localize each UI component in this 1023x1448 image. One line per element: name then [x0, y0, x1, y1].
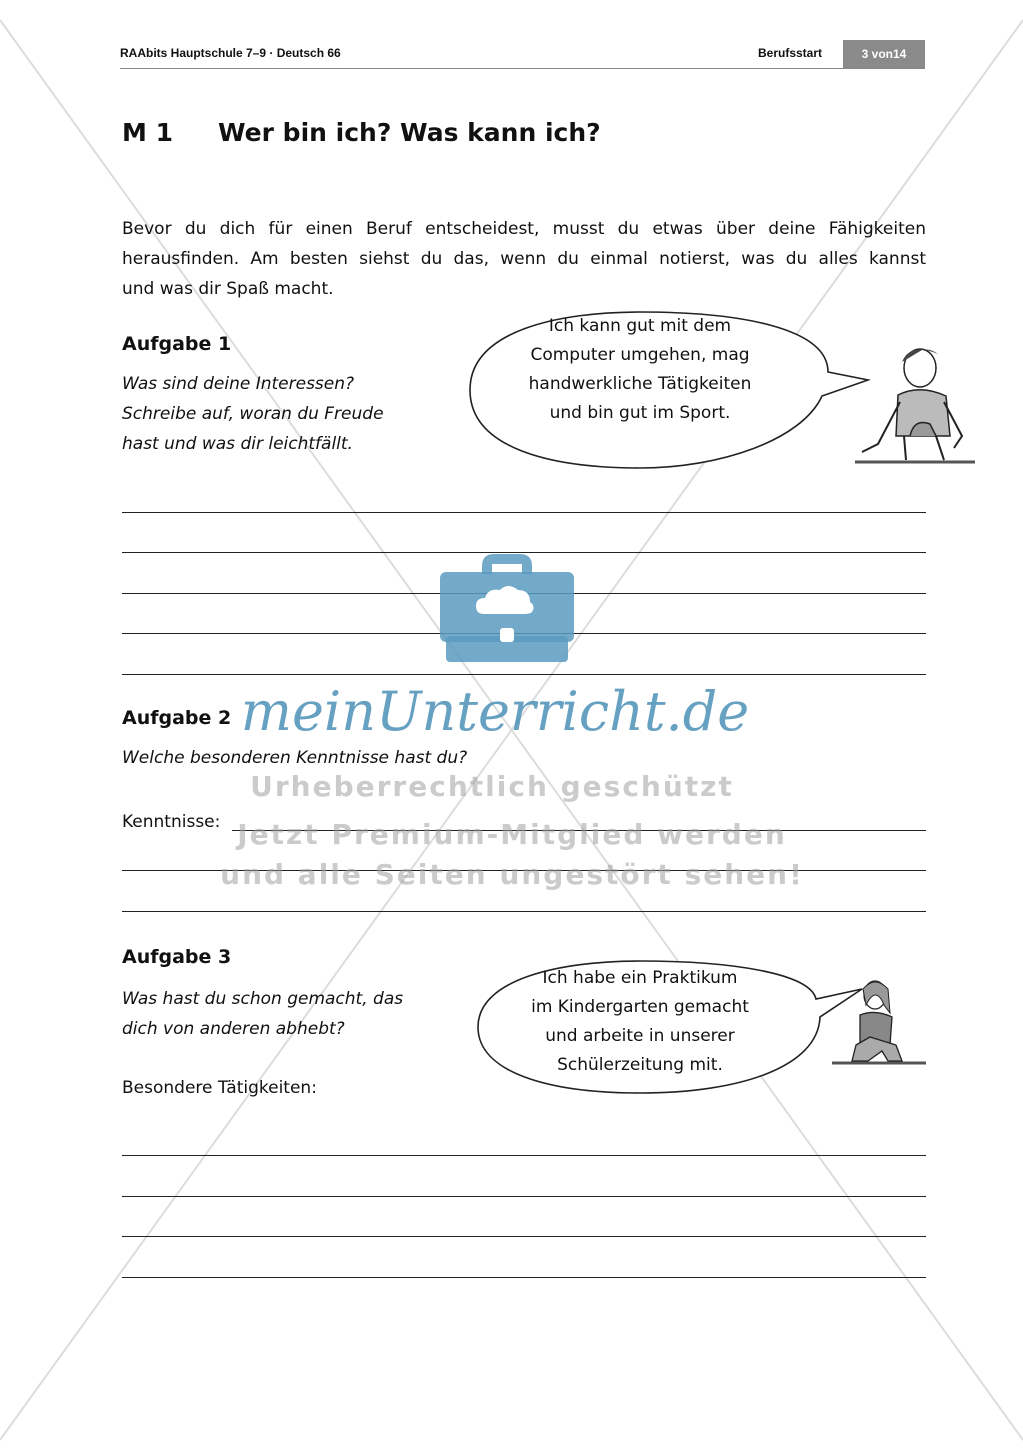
- task2-heading: Aufgabe 2: [122, 707, 232, 729]
- bubble-2-line-3: und arbeite in unserer: [545, 1026, 735, 1046]
- task3-instruction-2: dich von anderen abhebt?: [122, 1019, 345, 1039]
- page-title: Wer bin ich? Was kann ich?: [218, 118, 601, 147]
- bubble-2-line-2: im Kindergarten gemacht: [531, 997, 749, 1017]
- writing-line[interactable]: [122, 1236, 926, 1237]
- watermark-line-2: Jetzt Premium-Mitglied werden: [237, 818, 787, 851]
- bubble-2-text: [480, 964, 800, 1080]
- task1-instruction-2: Schreibe auf, woran du Freude: [122, 404, 384, 424]
- intro-line-3: und was dir Spaß macht.: [122, 279, 334, 299]
- watermark-brand: meinUnterricht.de: [240, 680, 750, 743]
- watermark-line-3: und alle Seiten ungestört sehen!: [220, 858, 804, 891]
- intro-line-1: Bevor du dich für einen Beruf entscheidest, musst du etwas über deine Fähigkeiten: [122, 219, 926, 239]
- writing-line[interactable]: [122, 674, 926, 675]
- intro-line-2: herausfinden. Am besten siehst du das, wenn du einmal notierst, was du alles kannst: [122, 249, 926, 269]
- material-code: M 1: [122, 118, 173, 147]
- page-number-badge: 3 von14: [843, 40, 925, 68]
- bubble-1-line-2: Computer umgehen, mag: [530, 345, 750, 365]
- task3-heading: Aufgabe 3: [122, 946, 232, 968]
- writing-line[interactable]: [122, 1155, 926, 1156]
- task3-instruction-1: Was hast du schon gemacht, das: [122, 989, 404, 1009]
- bubble-2-line-4: Schülerzeitung mit.: [557, 1055, 723, 1075]
- writing-line[interactable]: [122, 512, 926, 513]
- header-topic: Berufsstart: [758, 46, 823, 60]
- task1-instruction-3: hast und was dir leichtfällt.: [122, 434, 353, 454]
- header-rule: [120, 68, 925, 69]
- bubble-1-line-3: handwerkliche Tätigkeiten: [528, 374, 752, 394]
- briefcase-cloud-icon: [432, 552, 582, 664]
- writing-line[interactable]: [122, 1277, 926, 1278]
- writing-line[interactable]: [122, 1196, 926, 1197]
- task3-label: Besondere Tätigkeiten:: [122, 1078, 317, 1098]
- boy-illustration: [850, 340, 980, 480]
- watermark-line-1: Urheberrechtlich geschützt: [250, 770, 734, 803]
- bubble-1-line-4: und bin gut im Sport.: [549, 403, 731, 423]
- task1-heading: Aufgabe 1: [122, 333, 232, 355]
- writing-line[interactable]: [122, 911, 926, 912]
- task1-instruction-1: Was sind deine Interessen?: [122, 374, 355, 394]
- girl-illustration: [830, 975, 930, 1070]
- task2-label: Kenntnisse:: [122, 812, 221, 832]
- task2-question: Welche besonderen Kenntnisse hast du?: [122, 748, 468, 768]
- bubble-2-line-1: Ich habe ein Praktikum: [542, 968, 738, 988]
- bubble-1-text: [480, 312, 800, 428]
- bubble-1-line-1: Ich kann gut mit dem: [548, 316, 732, 336]
- header-publication: RAAbits Hauptschule 7–9 · Deutsch 66: [120, 46, 341, 60]
